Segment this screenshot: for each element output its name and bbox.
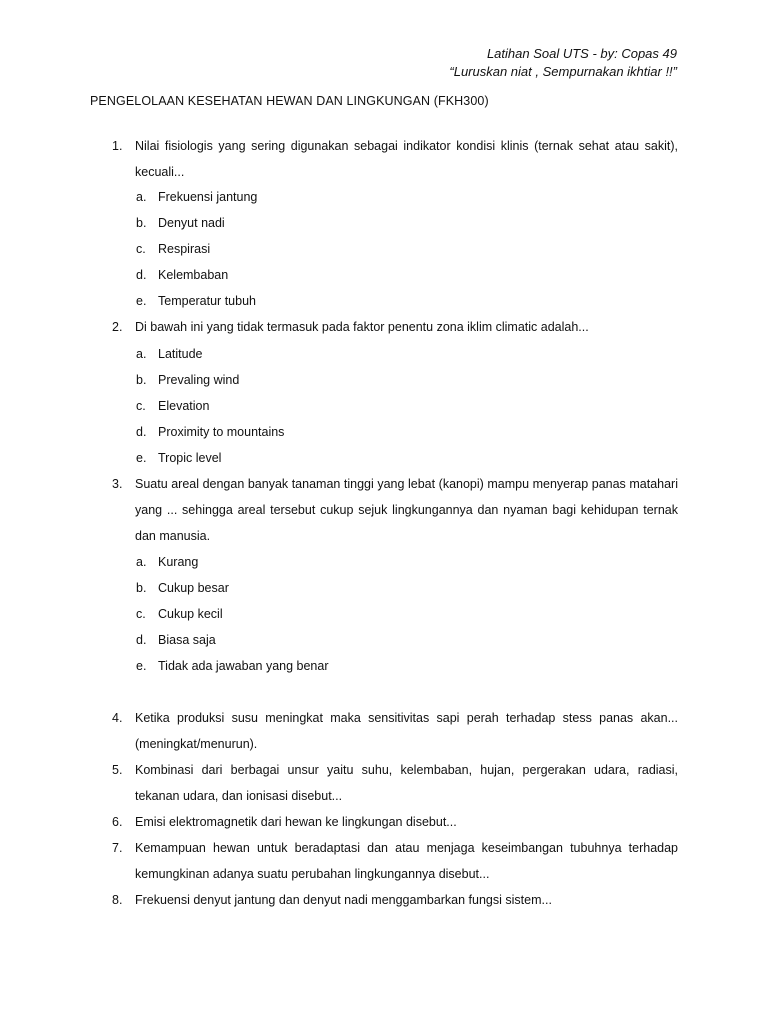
option-text: Proximity to mountains xyxy=(158,425,285,439)
question-text: Kemampuan hewan untuk beradaptasi dan atau menjaga keseimbangan tubuhnya terhadap kemungkinan adanya suatu perubahan lingkungannya disebut... xyxy=(135,841,678,881)
option-letter: e. xyxy=(136,451,147,465)
option-letter: a. xyxy=(136,190,147,204)
option-text: Cukup besar xyxy=(158,581,229,595)
question-text: Emisi elektromagnetik dari hewan ke lingkungan disebut... xyxy=(135,815,457,829)
option-text: Frekuensi jantung xyxy=(158,190,258,204)
option-letter: b. xyxy=(136,581,147,595)
question-text: Suatu areal dengan banyak tanaman tinggi yang lebat (kanopi) mampu menyerap panas matahari yang ... sehingga areal tersebut cukup sejuk lingkungannya dan nyaman bagi kehidupan ternak dan manusia. xyxy=(135,477,678,543)
option-text: Tropic level xyxy=(158,451,222,465)
option-letter: a. xyxy=(136,347,147,361)
option-text: Denyut nadi xyxy=(158,216,225,230)
question-text: Kombinasi dari berbagai unsur yaitu suhu, kelembaban, hujan, pergerakan udara, radiasi, tekanan udara, dan ionisasi disebut... xyxy=(135,763,678,803)
option-text: Latitude xyxy=(158,347,203,361)
header-motto: “Luruskan niat , Sempurnakan ikhtiar !!” xyxy=(449,64,677,79)
course-title: PENGELOLAAN KESEHATAN HEWAN DAN LINGKUNGAN (FKH300) xyxy=(90,94,489,108)
option-text: Tidak ada jawaban yang benar xyxy=(158,659,329,673)
question-number: 7. xyxy=(112,841,123,855)
question-number: 6. xyxy=(112,815,123,829)
question-text: Frekuensi denyut jantung dan denyut nadi menggambarkan fungsi sistem... xyxy=(135,893,552,907)
option-text: Kurang xyxy=(158,555,199,569)
question-number: 1. xyxy=(112,139,123,153)
option-letter: d. xyxy=(136,425,147,439)
question-text: Ketika produksi susu meningkat maka sensitivitas sapi perah terhadap stess panas akan... (meningkat/menurun). xyxy=(135,711,678,751)
question-number: 4. xyxy=(112,711,123,725)
question-text: Nilai fisiologis yang sering digunakan sebagai indikator kondisi klinis (ternak sehat atau sakit), kecuali... xyxy=(135,139,678,179)
option-letter: c. xyxy=(136,399,146,413)
option-text: Kelembaban xyxy=(158,268,229,282)
option-letter: a. xyxy=(136,555,147,569)
question-number: 5. xyxy=(112,763,123,777)
option-letter: e. xyxy=(136,659,147,673)
option-text: Cukup kecil xyxy=(158,607,223,621)
option-letter: d. xyxy=(136,633,147,647)
option-text: Temperatur tubuh xyxy=(158,294,256,308)
option-letter: b. xyxy=(136,216,147,230)
option-letter: d. xyxy=(136,268,147,282)
option-text: Elevation xyxy=(158,399,210,413)
question-number: 2. xyxy=(112,320,123,334)
option-letter: c. xyxy=(136,607,146,621)
header-title: Latihan Soal UTS - by: Copas 49 xyxy=(486,46,677,61)
option-text: Biasa saja xyxy=(158,633,216,647)
question-number: 8. xyxy=(112,893,123,907)
option-letter: e. xyxy=(136,294,147,308)
option-letter: b. xyxy=(136,373,147,387)
question-number: 3. xyxy=(112,477,123,491)
option-letter: c. xyxy=(136,242,146,256)
option-text: Prevaling wind xyxy=(158,373,240,387)
question-text: Di bawah ini yang tidak termasuk pada faktor penentu zona iklim climatic adalah... xyxy=(135,320,589,334)
option-text: Respirasi xyxy=(158,242,211,256)
